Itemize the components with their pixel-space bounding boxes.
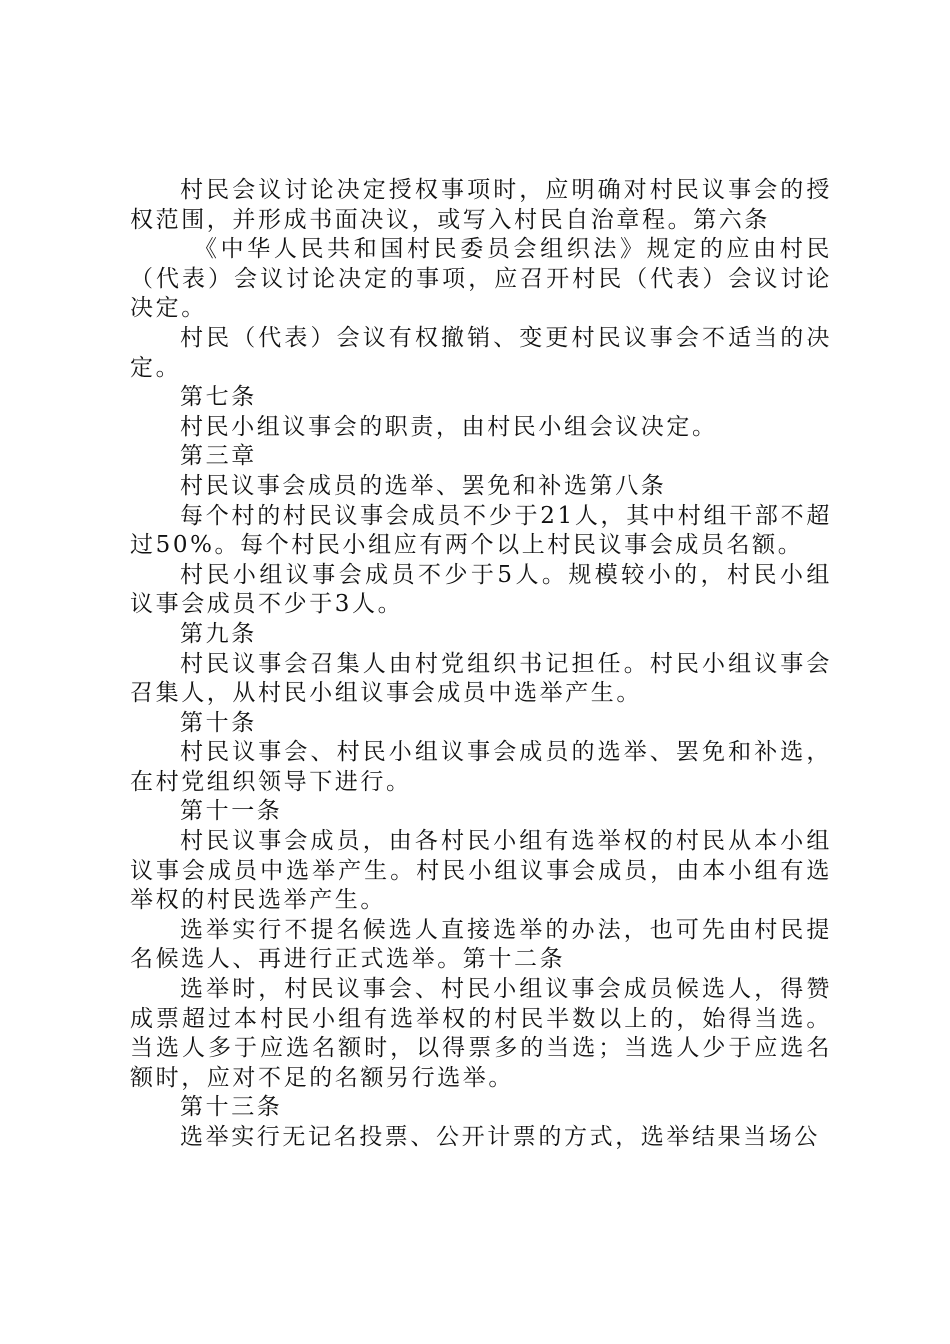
paragraph-member-count: 每个村的村民议事会成员不少于21人，其中村组干部不超过50%。每个村民小组应有两个以上村民议事会成员名额。: [130, 502, 832, 559]
heading-chapter-3: 第三章: [180, 443, 257, 470]
heading-article-13: 第十三条: [180, 1094, 283, 1121]
heading-article-11: 第十一条: [180, 798, 283, 825]
paragraph-member-election: 村民议事会成员，由各村民小组有选举权的村民从本小组议事会成员中选举产生。村民小组议事会成员，由本小组有选举权的村民选举产生。: [130, 828, 832, 914]
paragraph-party-leadership: 村民议事会、村民小组议事会成员的选举、罢免和补选，在村党组织领导下进行。: [130, 739, 832, 795]
document-body: [130, 176, 832, 1153]
heading-article-9: 第九条: [180, 620, 257, 647]
paragraph-revoke-decisions: 村民（代表）会议有权撤销、变更村民议事会不适当的决定。: [130, 324, 832, 381]
paragraph-vote-threshold: 选举时，村民议事会、村民小组议事会成员候选人，得赞成票超过本村民小组有选举权的村民半数以上的，始得当选。当选人多于应选名额时，以得票多的当选；当选人少于应选名额时，应对不足的名额另行选举。: [130, 976, 832, 1091]
paragraph-authorization: 村民会议讨论决定授权事项时，应明确对村民议事会的授权范围，并形成书面决议，或写入村民自治章程。第六条: [130, 177, 832, 233]
heading-election-section: 村民议事会成员的选举、罢免和补选第八条: [180, 472, 667, 499]
heading-article-7: 第七条: [180, 384, 257, 411]
paragraph-election-method: 选举实行不提名候选人直接选举的办法，也可先由村民提名候选人、再进行正式选举。第十二条: [130, 916, 832, 973]
paragraph-secret-ballot: 选举实行无记名投票、公开计票的方式，选举结果当场公: [180, 1124, 820, 1150]
paragraph-group-member-count: 村民小组议事会成员不少于5人。规模较小的，村民小组议事会成员不少于3人。: [130, 561, 832, 618]
paragraph-article-6: 《中华人民共和国村民委员会组织法》规定的应由村民（代表）会议讨论决定的事项，应召开村民（代表）会议讨论决定。: [130, 236, 832, 322]
heading-article-10: 第十条: [180, 709, 257, 736]
paragraph-convener: 村民议事会召集人由村党组织书记担任。村民小组议事会召集人，从村民小组议事会成员中选举产生。: [130, 650, 832, 707]
paragraph-group-duties: 村民小组议事会的职责，由村民小组会议决定。: [180, 413, 718, 440]
